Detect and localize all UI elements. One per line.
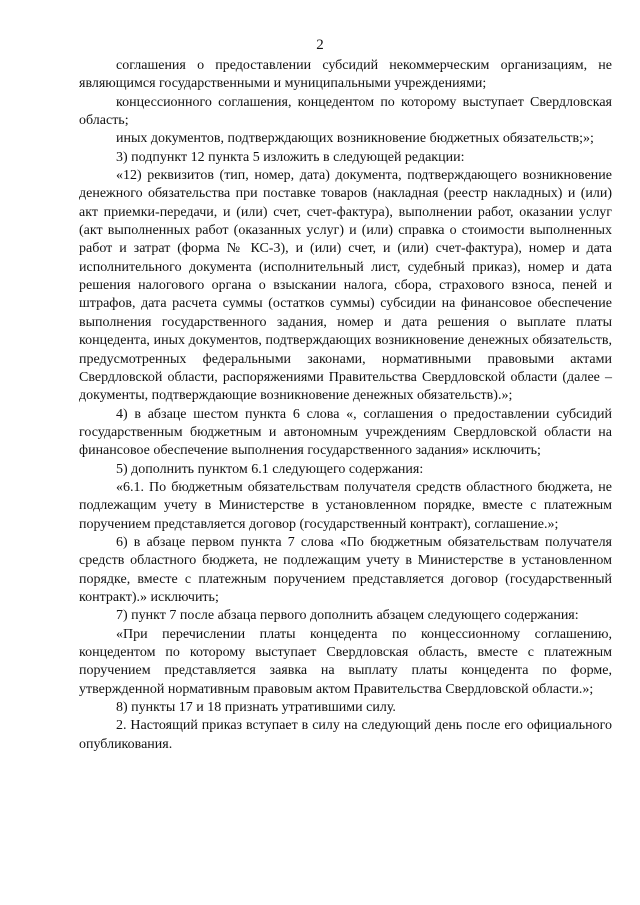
paragraph-other-documents: иных документов, подтверждающих возникновение бюджетных обязательств;»; [116,131,594,147]
paragraph-item-3: 3) подпункт 12 пункта 5 изложить в следующей редакции: [116,149,465,165]
paragraph-point-6-1-text: «6.1. По бюджетным обязательствам получателя средств областного бюджета, не подлежащим учету в Министерстве в установленном порядке, вместе с платежным поручением представляется договор (государственный контракт), соглашение.»; [79,479,612,532]
paragraph-concession-agreement: концессионного соглашения, концедентом по которому выступает Свердловская область; [79,94,612,129]
paragraph-nko-subsidies: соглашения о предоставлении субсидий некоммерческим организациям, не являющимся государственными и муниципальными учреждениями; [79,58,612,92]
paragraph-item-5: 5) дополнить пунктом 6.1 следующего содержания: [116,461,424,477]
page-number: 2 [316,37,324,53]
paragraph-item-8: 8) пункты 17 и 18 признать утратившими силу. [116,700,396,716]
paragraph-item-4: 4) в абзаце шестом пункта 6 слова «, соглашения о предоставлении субсидий государственным бюджетным и автономным учреждениям Свердловской области на финансовое обеспечение выполнения государственного задания» исключить; [79,406,612,459]
paragraph-effective-date: 2. Настоящий приказ вступает в силу на следующий день после его официального опубликования. [79,718,612,752]
paragraph-concedent-payment-text: «При перечислении платы концедента по концессионному соглашению, концедентом по которому выступает Свердловская область, вместе с платежным поручением представляется заявка на выплату платы концедента по форме, утвержденной нормативным правовым актом Правительства Свердловской области.»; [79,626,612,697]
paragraph-subitem-12-text: «12) реквизитов (тип, номер, дата) документа, подтверждающего возникновение денежного обязательства при поставке товаров (накладная (реестр накладных) и (или) акт приемки-передачи, и (или) счет, счет-фактура), выполнении работ, оказании услуг (акт выполненных работ (оказанных услуг) и (или) справка о стоимости выполненных работ и затрат (форма № КС-3), и (или) счет, и (или) счет-фактура), номер и дата исполнительного документа (исполнительный лист, судебный приказ), номер и дата решения налогового органа о взыскании налога, сбора, страхового взноса, пеней и штрафов, дата расчета суммы (остатков суммы) субсидии на финансовое обеспечение выполнения государственного задания, номер и дата решения о выплате платы концедента, иных документов, подтверждающих возникновение денежных обязательств, предусмотренных федеральными законами, нормативными правовыми актами Свердловской области, распоряжениями Правительства Свердловской области (далее – документы, подтверждающие возникновение денежных обязательств).»; [79,168,612,404]
paragraph-item-6: 6) в абзаце первом пункта 7 слова «По бюджетным обязательствам получателя средств областного бюджета, не подлежащим учету в Министерстве в установленном порядке, вместе с платежным поручением представляется договор (государственный контракт).» исключить; [79,534,612,605]
paragraph-item-7: 7) пункт 7 после абзаца первого дополнить абзацем следующего содержания: [116,608,579,624]
document-body [79,57,612,754]
